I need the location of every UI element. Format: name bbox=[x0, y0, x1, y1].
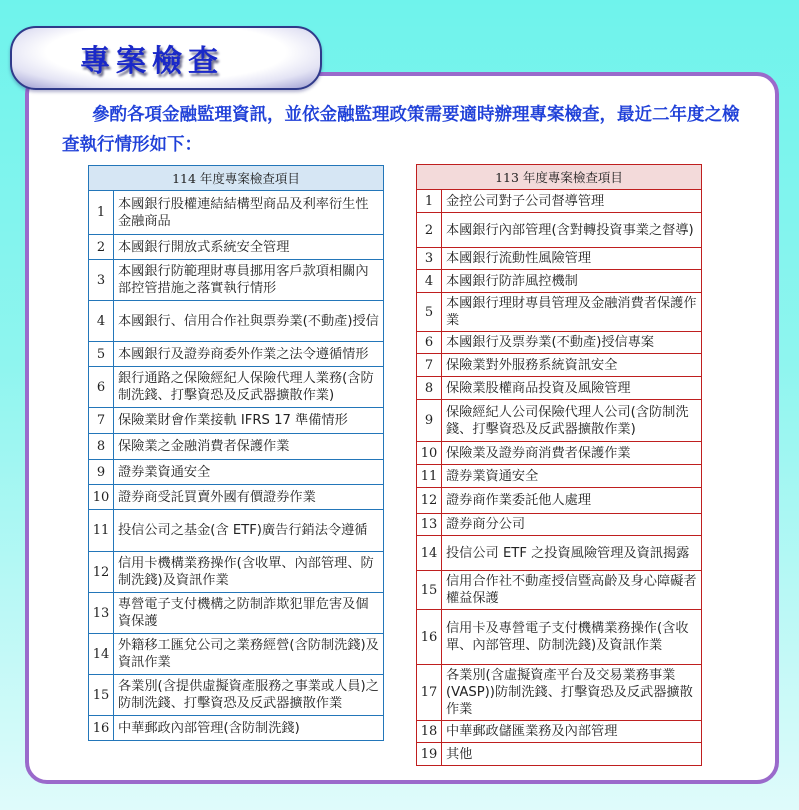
table-row bbox=[89, 485, 384, 510]
table-row bbox=[417, 488, 702, 514]
row-item: 本國銀行及證券商委外作業之法令遵循情形 bbox=[114, 342, 384, 367]
table-row bbox=[417, 332, 702, 354]
row-number: 11 bbox=[417, 465, 442, 488]
row-item: 保險業之金融消費者保護作業 bbox=[114, 434, 384, 460]
row-number: 15 bbox=[89, 675, 114, 716]
row-item: 各業別(含提供虛擬資產服務之事業或人員)之防制洗錢、打擊資恐及反武器擴散作業 bbox=[114, 675, 384, 716]
row-item: 各業別(含虛擬資產平台及交易業務事業(VASP))防制洗錢、打擊資恐及反武器擴散作業 bbox=[442, 665, 702, 721]
row-item: 保險業對外服務系統資訊安全 bbox=[442, 354, 702, 377]
row-item: 中華郵政內部管理(含防制洗錢) bbox=[114, 716, 384, 741]
row-number: 18 bbox=[417, 721, 442, 743]
row-number: 4 bbox=[417, 270, 442, 293]
table-row bbox=[417, 536, 702, 571]
row-item: 投信公司 ETF 之投資風險管理及資訊揭露 bbox=[442, 536, 702, 571]
table-row bbox=[417, 442, 702, 465]
row-item: 專營電子支付機構之防制詐欺犯罪危害及個資保護 bbox=[114, 593, 384, 634]
table-row bbox=[89, 510, 384, 552]
row-number: 14 bbox=[417, 536, 442, 571]
table-row bbox=[417, 465, 702, 488]
row-item: 本國銀行防範理財專員挪用客戶款項相關內部控管措施之落實執行情形 bbox=[114, 260, 384, 301]
row-number: 6 bbox=[417, 332, 442, 354]
table-row bbox=[89, 342, 384, 367]
row-item: 本國銀行防詐風控機制 bbox=[442, 270, 702, 293]
table-row bbox=[89, 301, 384, 342]
row-item: 其他 bbox=[442, 743, 702, 766]
row-number: 19 bbox=[417, 743, 442, 766]
table-113-inspection-items bbox=[416, 164, 702, 766]
row-number: 10 bbox=[417, 442, 442, 465]
row-item: 信用卡機構業務操作(含收單、內部管理、防制洗錢)及資訊作業 bbox=[114, 552, 384, 593]
row-number: 7 bbox=[417, 354, 442, 377]
table-row bbox=[89, 235, 384, 260]
table-row bbox=[417, 514, 702, 536]
table-row bbox=[417, 610, 702, 665]
row-number: 3 bbox=[417, 248, 442, 270]
row-number: 14 bbox=[89, 634, 114, 675]
table-row bbox=[89, 460, 384, 485]
row-item: 保險經紀人公司保險代理人公司(含防制洗錢、打擊資恐及反武器擴散作業) bbox=[442, 400, 702, 442]
row-item: 本國銀行、信用合作社與票券業(不動產)授信 bbox=[114, 301, 384, 342]
section-title: 專案檢查 bbox=[80, 44, 224, 79]
table-row bbox=[89, 260, 384, 301]
table-row bbox=[89, 191, 384, 235]
row-number: 2 bbox=[89, 235, 114, 260]
table-row bbox=[417, 270, 702, 293]
table-row bbox=[417, 190, 702, 213]
table-row bbox=[417, 721, 702, 743]
row-number: 12 bbox=[89, 552, 114, 593]
row-item: 本國銀行及票券業(不動產)授信專案 bbox=[442, 332, 702, 354]
table-114-inspection-items bbox=[88, 165, 384, 741]
row-number: 13 bbox=[89, 593, 114, 634]
row-number: 12 bbox=[417, 488, 442, 514]
row-number: 6 bbox=[89, 367, 114, 408]
table-row bbox=[417, 293, 702, 332]
table-row bbox=[417, 743, 702, 766]
table-row bbox=[89, 634, 384, 675]
table-row bbox=[417, 354, 702, 377]
row-number: 4 bbox=[89, 301, 114, 342]
row-item: 信用卡及專營電子支付機構業務操作(含收單、內部管理、防制洗錢)及資訊作業 bbox=[442, 610, 702, 665]
table-114-header: 114 年度專案檢查項目 bbox=[89, 166, 384, 191]
row-number: 16 bbox=[89, 716, 114, 741]
row-item: 中華郵政儲匯業務及內部管理 bbox=[442, 721, 702, 743]
row-number: 15 bbox=[417, 571, 442, 610]
table-row bbox=[89, 408, 384, 434]
row-number: 9 bbox=[89, 460, 114, 485]
row-number: 1 bbox=[417, 190, 442, 213]
row-number: 9 bbox=[417, 400, 442, 442]
intro-paragraph: 參酌各項金融監理資訊，並依金融監理政策需要適時辦理專案檢查，最近二年度之檢查執行情形如下： bbox=[62, 105, 740, 155]
row-item: 本國銀行內部管理(含對轉投資事業之督導) bbox=[442, 213, 702, 248]
row-item: 保險業及證券商消費者保護作業 bbox=[442, 442, 702, 465]
table-row bbox=[417, 571, 702, 610]
row-item: 銀行通路之保險經紀人保險代理人業務(含防制洗錢、打擊資恐及反武器擴散作業) bbox=[114, 367, 384, 408]
table-row bbox=[417, 248, 702, 270]
row-item: 證券業資通安全 bbox=[442, 465, 702, 488]
row-item: 金控公司對子公司督導管理 bbox=[442, 190, 702, 213]
row-item: 保險業財會作業接軌 IFRS 17 準備情形 bbox=[114, 408, 384, 434]
row-item: 本國銀行流動性風險管理 bbox=[442, 248, 702, 270]
row-number: 16 bbox=[417, 610, 442, 665]
row-number: 5 bbox=[89, 342, 114, 367]
row-number: 8 bbox=[417, 377, 442, 400]
table-row bbox=[89, 675, 384, 716]
section-title-badge bbox=[10, 26, 322, 90]
table-row bbox=[417, 665, 702, 721]
row-item: 投信公司之基金(含 ETF)廣告行銷法令遵循 bbox=[114, 510, 384, 552]
row-item: 信用合作社不動產授信暨高齡及身心障礙者權益保護 bbox=[442, 571, 702, 610]
table-row bbox=[89, 367, 384, 408]
row-item: 本國銀行股權連結結構型商品及利率衍生性金融商品 bbox=[114, 191, 384, 235]
row-item: 外籍移工匯兌公司之業務經營(含防制洗錢)及資訊作業 bbox=[114, 634, 384, 675]
row-number: 3 bbox=[89, 260, 114, 301]
row-item: 證券商作業委託他人處理 bbox=[442, 488, 702, 514]
row-number: 7 bbox=[89, 408, 114, 434]
row-item: 本國銀行理財專員管理及金融消費者保護作業 bbox=[442, 293, 702, 332]
table-row bbox=[89, 552, 384, 593]
row-number: 8 bbox=[89, 434, 114, 460]
row-item: 保險業股權商品投資及風險管理 bbox=[442, 377, 702, 400]
row-number: 17 bbox=[417, 665, 442, 721]
row-item: 證券業資通安全 bbox=[114, 460, 384, 485]
row-item: 證券商受託買賣外國有價證券作業 bbox=[114, 485, 384, 510]
row-number: 11 bbox=[89, 510, 114, 552]
table-row bbox=[417, 213, 702, 248]
table-row bbox=[89, 716, 384, 741]
row-item: 證券商分公司 bbox=[442, 514, 702, 536]
table-113-header: 113 年度專案檢查項目 bbox=[417, 165, 702, 190]
row-number: 5 bbox=[417, 293, 442, 332]
row-number: 10 bbox=[89, 485, 114, 510]
row-number: 1 bbox=[89, 191, 114, 235]
table-row bbox=[417, 400, 702, 442]
row-number: 13 bbox=[417, 514, 442, 536]
table-row bbox=[89, 434, 384, 460]
row-number: 2 bbox=[417, 213, 442, 248]
table-row bbox=[417, 377, 702, 400]
row-item: 本國銀行開放式系統安全管理 bbox=[114, 235, 384, 260]
table-row bbox=[89, 593, 384, 634]
